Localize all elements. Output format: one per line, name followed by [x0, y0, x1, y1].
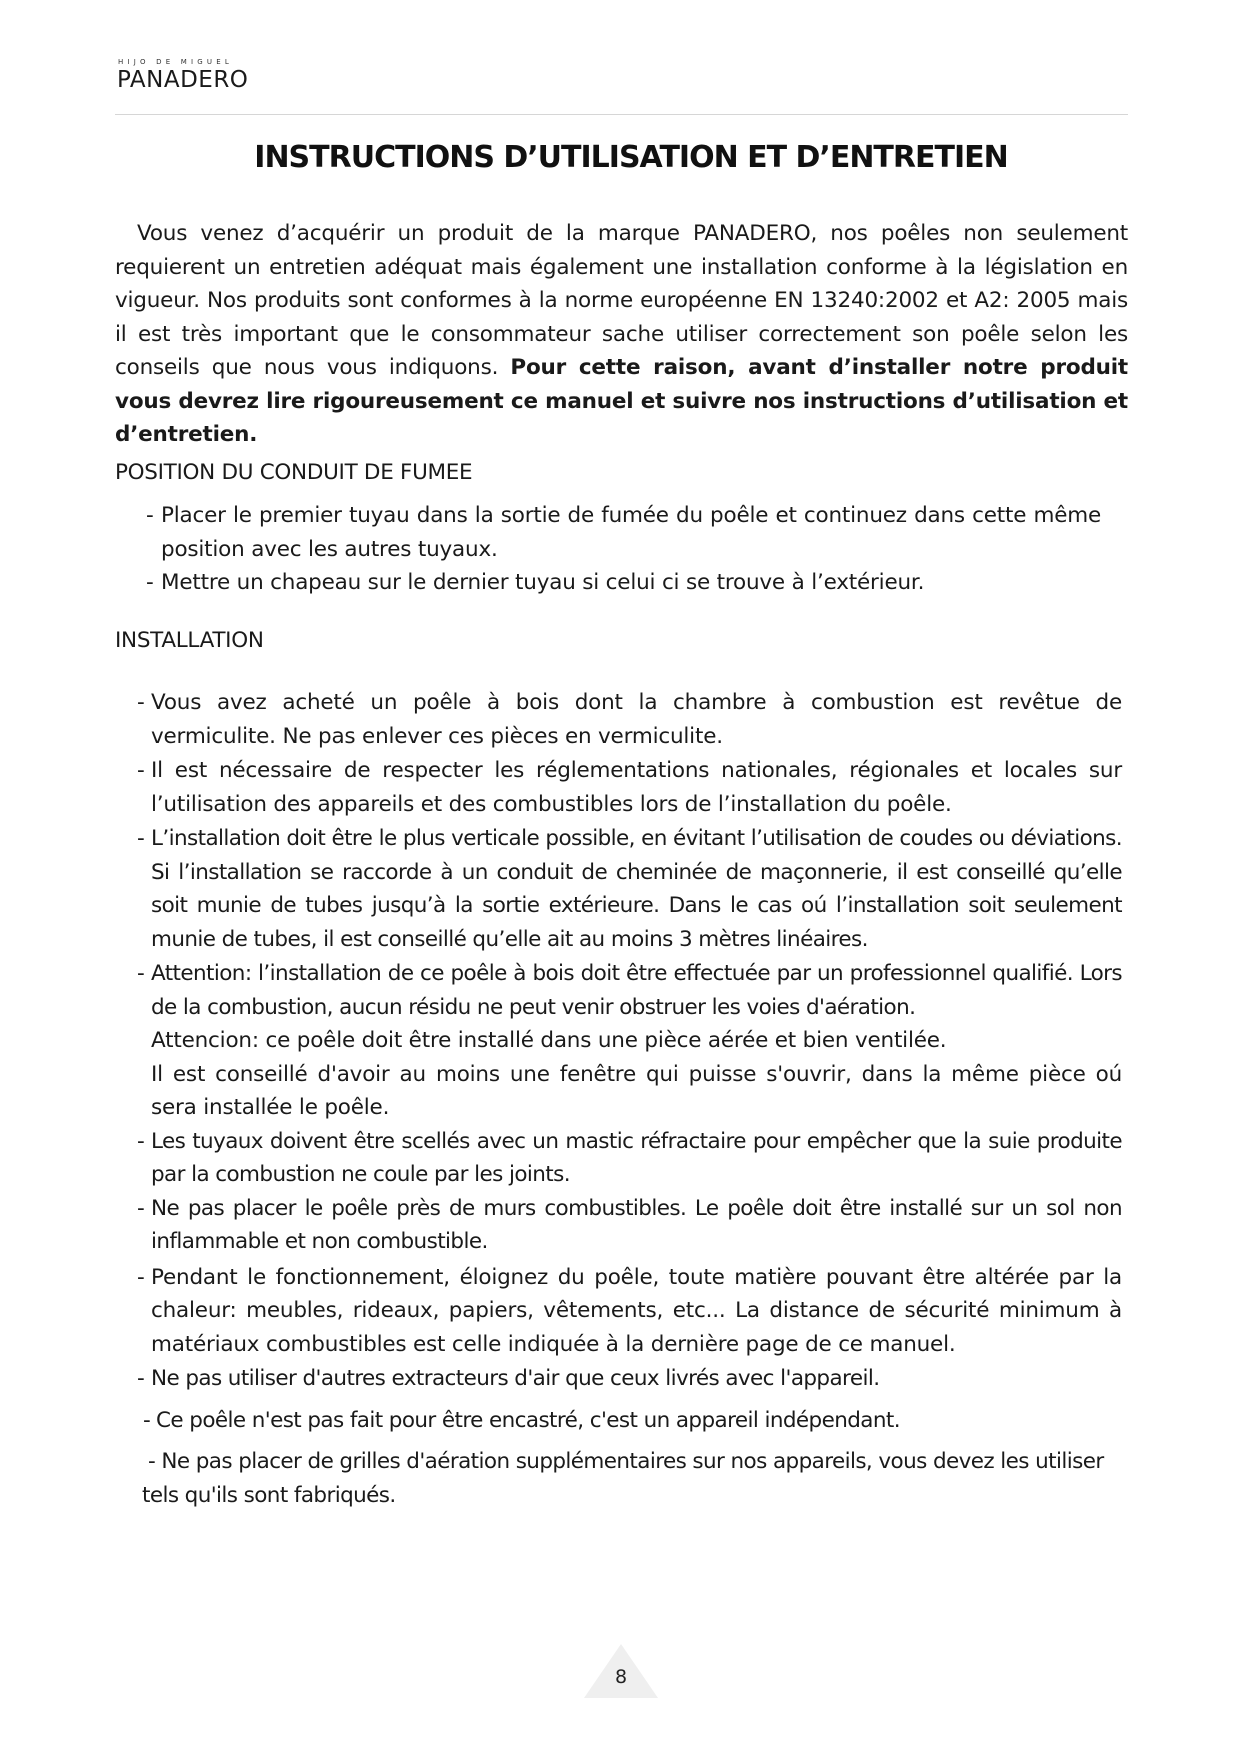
section-heading-installation: INSTALLATION — [115, 628, 264, 653]
section-heading-flue: POSITION DU CONDUIT DE FUMEE — [115, 460, 473, 485]
dash-marker: - — [146, 570, 154, 595]
header-divider — [115, 114, 1128, 115]
list-item-text: Les tuyaux doivent être scellés avec un mastic réfractaire pour empêcher que la suie produite par la combustion ne coule par les joints. — [151, 1128, 1122, 1187]
list-item — [137, 1404, 1122, 1438]
brand-tagline: HIJO DE MIGUEL — [118, 58, 233, 66]
list-item-text: Vous avez acheté un poêle à bois dont la chambre à combustion est revêtue de vermiculite. Ne pas enlever ces pièces en vermiculite. — [151, 690, 1122, 749]
dash-marker: - — [137, 826, 145, 851]
list-item-text: Pendant le fonctionnement, éloignez du poêle, toute matière pouvant être altérée par la chaleur: meubles, rideaux, papiers, vêtements, etc... La distance de sécurité minimum à matériaux combustibles est celle indiquée à la dernière page de ce manuel. — [151, 1264, 1122, 1357]
page-title: INSTRUCTIONS D’UTILISATION ET D’ENTRETIEN — [254, 140, 1008, 175]
list-item-text: Mettre un chapeau sur le dernier tuyau si celui ci se trouve à l’extérieur. — [161, 570, 925, 595]
list-item — [137, 754, 1122, 821]
list-item — [137, 1192, 1122, 1259]
list-item — [137, 1362, 1122, 1396]
page-number: 8 — [614, 1666, 628, 1688]
list-item — [146, 499, 1101, 566]
dash-marker: - — [137, 1366, 145, 1391]
list-item-text: Il est conseillé d'avoir au moins une fenêtre qui puisse s'ouvrir, dans la même pièce oú sera installée le poêle. — [151, 1061, 1122, 1120]
list-item — [137, 822, 1122, 956]
list-item-text: L’installation doit être le plus verticale possible, en évitant l’utilisation de coudes ou déviations. Si l’installation se raccorde à un conduit de cheminée de maçonnerie, il est conseillé qu’elle soit munie de tubes jusqu’à la sortie extérieure. Dans le cas oú l’installation soit seulement munie de tubes, il est conseillé qu’elle ait au moins 3 mètres linéaires. — [151, 826, 1122, 952]
dash-marker: - — [137, 1128, 145, 1154]
dash-marker: - — [137, 1195, 145, 1221]
list-item — [137, 686, 1122, 753]
dash-marker: - — [146, 503, 154, 528]
list-item-continuation — [137, 1058, 1122, 1125]
list-item-text: Ne pas placer le poêle près de murs combustibles. Le poêle doit être installé sur un sol non inflammable et non combustible. — [151, 1195, 1122, 1254]
list-item-text: Ne pas placer de grilles d'aération supplémentaires sur nos appareils, vous devez les utiliser tels qu'ils sont fabriqués. — [142, 1449, 1104, 1508]
list-item-text: Attention: l’installation de ce poêle à bois doit être effectuée par un professionnel qualifié. Lors de la combustion, aucun résidu ne peut venir obstruer les voies d'aération. — [151, 961, 1122, 1020]
brand-logo — [117, 58, 248, 93]
list-item — [137, 1125, 1122, 1192]
flue-list — [146, 499, 1101, 600]
intro-text: Vous venez d’acquérir un produit de la marque PANADERO, nos poêles non seulement requierent un entretien adéquat mais également une installation conforme à la législation en vigueur. Nos produits sont conformes à la norme européenne EN 13240:2002 et A2: 2005 mais il est très important que le consommateur sache utiliser correctement son poêle selon les conseils que nous vous indiquons. — [115, 221, 1128, 380]
dash-marker: - — [137, 758, 145, 783]
dash-marker: - — [143, 1407, 151, 1433]
brand-name: PANADERO — [117, 67, 249, 93]
list-item-text: Attencion: ce poêle doit être installé dans une pièce aérée et bien ventilée. — [151, 1028, 947, 1053]
intro-paragraph — [115, 217, 1128, 452]
list-item — [137, 957, 1122, 1024]
list-item — [146, 566, 1101, 600]
list-item — [137, 1261, 1122, 1362]
list-item-continuation — [137, 1024, 1122, 1058]
intro-bold-text: Pour cette raison, avant d’installer notre produit vous devrez lire rigoureusement ce manuel et suivre nos instructions d’utilisation et d’entretien. — [115, 355, 1128, 447]
page-number-badge — [582, 1642, 660, 1700]
dash-marker: - — [137, 961, 145, 986]
list-item-text: Il est nécessaire de respecter les réglementations nationales, régionales et locales sur l’utilisation des appareils et des combustibles lors de l’installation du poêle. — [151, 758, 1122, 817]
list-item-text: Placer le premier tuyau dans la sortie de fumée du poêle et continuez dans cette même position avec les autres tuyaux. — [161, 503, 1101, 562]
list-item-text: Ne pas utiliser d'autres extracteurs d'air que ceux livrés avec l'appareil. — [151, 1366, 880, 1391]
list-item — [137, 1445, 1122, 1512]
dash-marker: - — [137, 1264, 145, 1290]
list-item-text: Ce poêle n'est pas fait pour être encastré, c'est un appareil indépendant. — [156, 1407, 900, 1433]
dash-marker: - — [137, 690, 145, 715]
installation-list — [137, 686, 1122, 1512]
dash-marker: - — [148, 1449, 156, 1474]
